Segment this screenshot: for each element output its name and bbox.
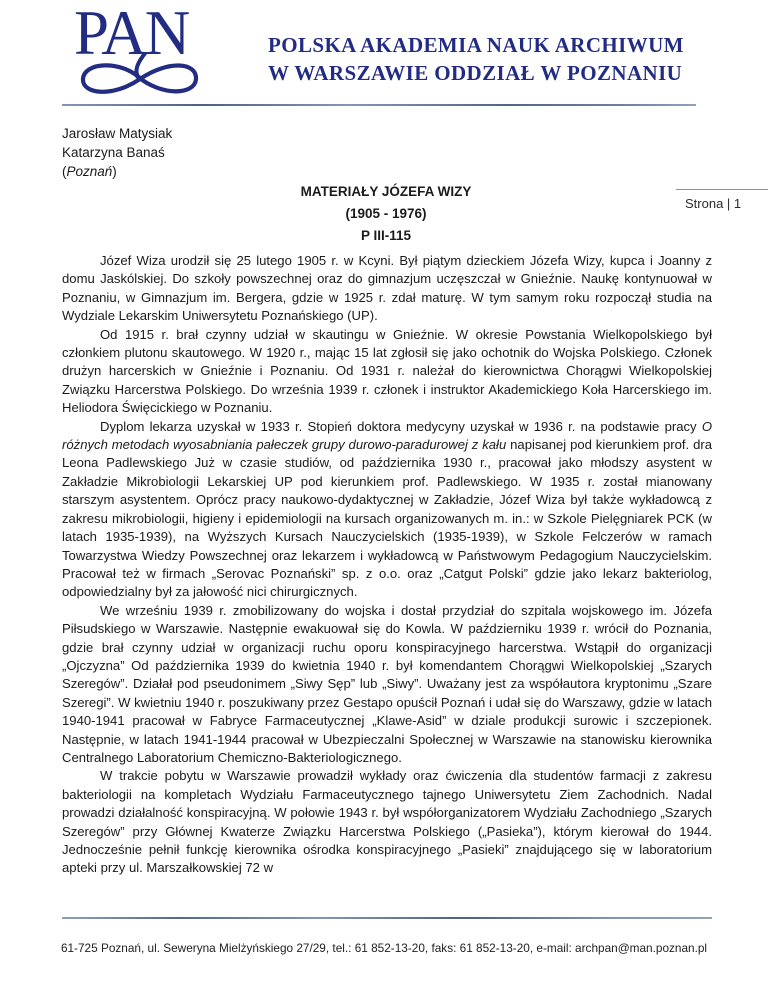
text-run: W trakcie pobytu w Warszawie prowadził wykłady oraz ćwiczenia dla studentów farmacji z zakresu bakteriologii na kompletach Wydziału Farmaceutycznego tajnego Uniwersytetu Ziem Zachodnich. Nadal prowadzi działalność konspiracyjną. W połowie 1943 r. był współorganizatorem Wydziału Zachodniego „Szarych Szeregów” przy Głównej Kwaterze Związku Harcerstwa Polskiego („Pasieka”), którym kierował do 1944. Jednocześnie pełnił funkcję kierownika ośrodka konspiracyjnego „Pasieki” znajdującego się w laboratorium apteki przy ul. Marszałkowskiej 72 w — [62, 768, 712, 876]
pan-logo-swirl-icon — [74, 52, 206, 104]
author-location — [62, 162, 172, 181]
text-run: Od 1915 r. brał czynny udział w skautingu w Gnieźnie. W okresie Powstania Wielkopolskiego był członkiem plutonu skautowego. W 1920 r., mając 15 lat zgłosił się jako ochotnik do Wojska Polskiego. Członek drużyn harcerskich w Gnieźnie i Poznaniu. Od 1931 r. należał do kierownictwa Chorągwi Wielkopolskiej Związku Harcerstwa Polskiego. Do września 1939 r. członek i instruktor Akademickiego Koła Harcerskiego im. Heliodora Święcickiego w Poznaniu. — [62, 326, 712, 416]
header-divider — [62, 104, 696, 106]
document-title: MATERIAŁY JÓZEFA WIZY — [300, 184, 472, 199]
italic-text-run: Poznań — [66, 164, 113, 179]
body-paragraph — [62, 602, 712, 768]
institution-name — [268, 31, 708, 87]
footer-divider — [62, 917, 712, 919]
footer-address: 61-725 Poznań, ul. Seweryna Mielżyńskiego 27/29, tel.: 61 852-13-20, faks: 61 852-13-20, e-mail: archpan@man.poznan.pl — [60, 941, 708, 955]
institution-line-2: W WARSZAWIE ODDZIAŁ W POZNANIU — [268, 61, 683, 85]
text-run: napisanej pod kierunkiem prof. dra Leona Padlewskiego Już w czasie studiów, od października 1930 r., pracował jako młodszy asystent w Zakładzie Mikrobiologii Lekarskiej UP pod kierunkiem prof. Padlewskiego. W 1935 r. został mianowany starszym asystentem. Oprócz pracy naukowo-dydaktycznej w Zakładzie, Józef Wiza był także wykładowcą z zakresu mikrobiologii, higieny i epidemiologii na kursach organizowanych m. in.: w Szkole Pielęgniarek PCK (w latach 1935-1939), na Wyższych Kursach Nauczycielskich (1935-1939), w Szkole Felczerów w ramach Towarzystwa Wiedzy Powszechnej oraz lekarzem i wykładowcą w Państwowym Pedagogium Nauczycielskim. Pracował też w firmach „Serovac Poznański” sp. z o.o. oraz „Catgut Polski” gdzie jako lekarz bakteriolog, odpowiedzialny był za jałowość nici chirurgicznych. — [62, 437, 712, 600]
institution-line-1: POLSKA AKADEMIA NAUK ARCHIWUM — [268, 33, 684, 57]
body-paragraph — [62, 252, 712, 326]
text-run: ( — [62, 164, 67, 179]
document-years: (1905 - 1976) — [345, 206, 427, 221]
body-paragraph — [62, 767, 712, 877]
body-text — [62, 252, 712, 878]
pan-logo-text: PAN — [74, 0, 189, 68]
text-run: Józef Wiza urodził się 25 lutego 1905 r. w Kcyni. Był piątym dzieckiem Józefa Wizy, kupca i Joanny z domu Jaskólskiej. Do szkoły powszechnej oraz do gimnazjum uczęszczał w Gnieźnie. Naukę kontynuował w Poznaniu, w Gimnazjum im. Bergera, gdzie w 1925 r. zdał maturę. W tym samym roku rozpoczął studia na Wydziale Lekarskim Uniwersytetu Poznańskiego (UP). — [62, 253, 712, 324]
text-run: We wrześniu 1939 r. zmobilizowany do wojska i dostał przydział do szpitala wojskowego im. Józefa Piłsudskiego w Warszawie. Następnie ewakuował się do Kowla. W październiku 1939 r. wrócił do Poznania, gdzie brał czynny udział w organizacji ruchu oporu konspiracyjnego harcerstwa. Wstąpił do organizacji „Ojczyzna” Od października 1939 do kwietnia 1940 r. był komendantem Chorągwi Wielkopolskiej „Szarych Szeregów”. Działał pod pseudonimem „Siwy Sęp” lub „Siwy”. Uważany jest za współautora kryptonimu „Szare Szeregi”. W kwietniu 1940 r. poszukiwany przez Gestapo opuścił Poznań i udał się do Warszawy, gdzie w latach 1940-1941 pracował w Fabryce Farmaceutycznej „Klawe-Asid” w dziale produkcji surowic i szczepionek. Następnie, w latach 1941-1944 pracował w Ubezpieczalni Społecznej w Warszawie na stanowisku kierownika Centralnego Laboratorium Chemiczno-Bakteriologicznego. — [62, 602, 712, 765]
pan-logo — [74, 2, 210, 106]
document-reference: P III-115 — [360, 228, 412, 243]
text-run: Dyplom lekarza uzyskał w 1933 r. Stopień doktora medycyny uzyskał w 1936 r. na podstawie pracy — [100, 418, 702, 434]
text-run: ) — [112, 164, 117, 179]
page-number-label: Strona | 1 — [685, 196, 742, 211]
body-paragraph — [62, 418, 712, 602]
author-name-1: Jarosław Matysiak — [62, 126, 173, 141]
italic-text-run: O różnych metodach wyosabniania pałeczek grupy durowo-paradurowej z kału — [62, 418, 712, 453]
body-paragraph — [62, 326, 712, 418]
author-block — [62, 124, 172, 181]
page-number-frame — [676, 189, 768, 211]
author-name-2: Katarzyna Banaś — [62, 145, 165, 160]
document-title-block — [62, 181, 710, 247]
